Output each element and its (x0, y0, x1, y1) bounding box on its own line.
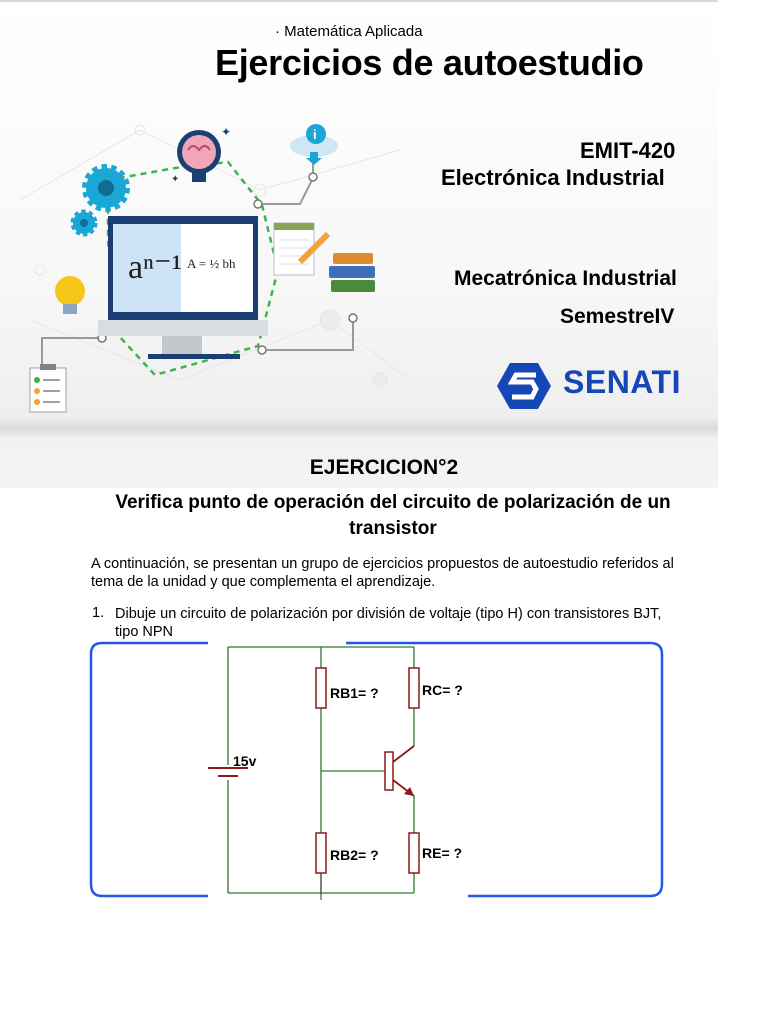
cloud-info-icon (290, 124, 338, 165)
bias-circuit-diagram (88, 640, 668, 902)
exercise-subtitle: Verifica punto de operación del circuito de polarización de un transistor (115, 492, 671, 539)
formula-left: aⁿ⁻¹ (128, 249, 182, 286)
item-text: Dibuje un circuito de polarización por división de voltaje (tipo H) con transistores BJT, tipo NPN (115, 606, 662, 640)
svg-text:✦: ✦ (221, 125, 232, 139)
brand-name: SENATI (563, 364, 681, 400)
cover-banner (0, 0, 718, 488)
exercise-intro: A continuación, se presentan un grupo de ejercicios propuestos de autoestudio referidos al tema de la unidad y que complementa el aprendizaje. (91, 556, 674, 590)
senati-logo-icon (496, 361, 552, 411)
semester-label: SemestreIV (560, 305, 675, 328)
banner-shadow (0, 418, 718, 440)
checklist-icon (30, 364, 66, 412)
course-name: Electrónica Industrial (441, 165, 665, 190)
formula-right: A = ½ bh (187, 256, 236, 271)
item-number: 1. (92, 605, 105, 621)
resistor-rb1 (316, 668, 326, 708)
lightbulb-icon (55, 276, 85, 314)
monitor-icon (98, 216, 268, 359)
frame-border (91, 643, 208, 896)
course-code: EMIT-420 (580, 138, 676, 163)
page-title: Ejercicios de autoestudio (215, 42, 644, 83)
books-icon (329, 253, 375, 292)
exercise-heading: EJERCICION°2 (309, 456, 459, 479)
source-label: 15v (233, 753, 257, 769)
re-label: RE= ? (422, 845, 463, 861)
rb1-label: RB1= ? (330, 685, 379, 701)
battery-symbol (208, 768, 248, 776)
education-illustration (0, 120, 420, 420)
info-glyph: i (313, 127, 317, 142)
notepad-icon (274, 223, 328, 275)
svg-text:✦: ✦ (171, 174, 180, 185)
rb2-label: RB2= ? (330, 847, 379, 863)
npn-transistor-symbol (385, 746, 414, 796)
subject-label: · Matemática Aplicada (275, 23, 423, 40)
rc-label: RC= ? (422, 682, 463, 698)
resistor-rc (409, 668, 419, 708)
career-name: Mecatrónica Industrial (454, 267, 677, 290)
resistor-re (409, 833, 419, 873)
brain-bulb-icon (171, 125, 231, 185)
top-rule (0, 0, 718, 2)
resistor-rb2 (316, 833, 326, 873)
